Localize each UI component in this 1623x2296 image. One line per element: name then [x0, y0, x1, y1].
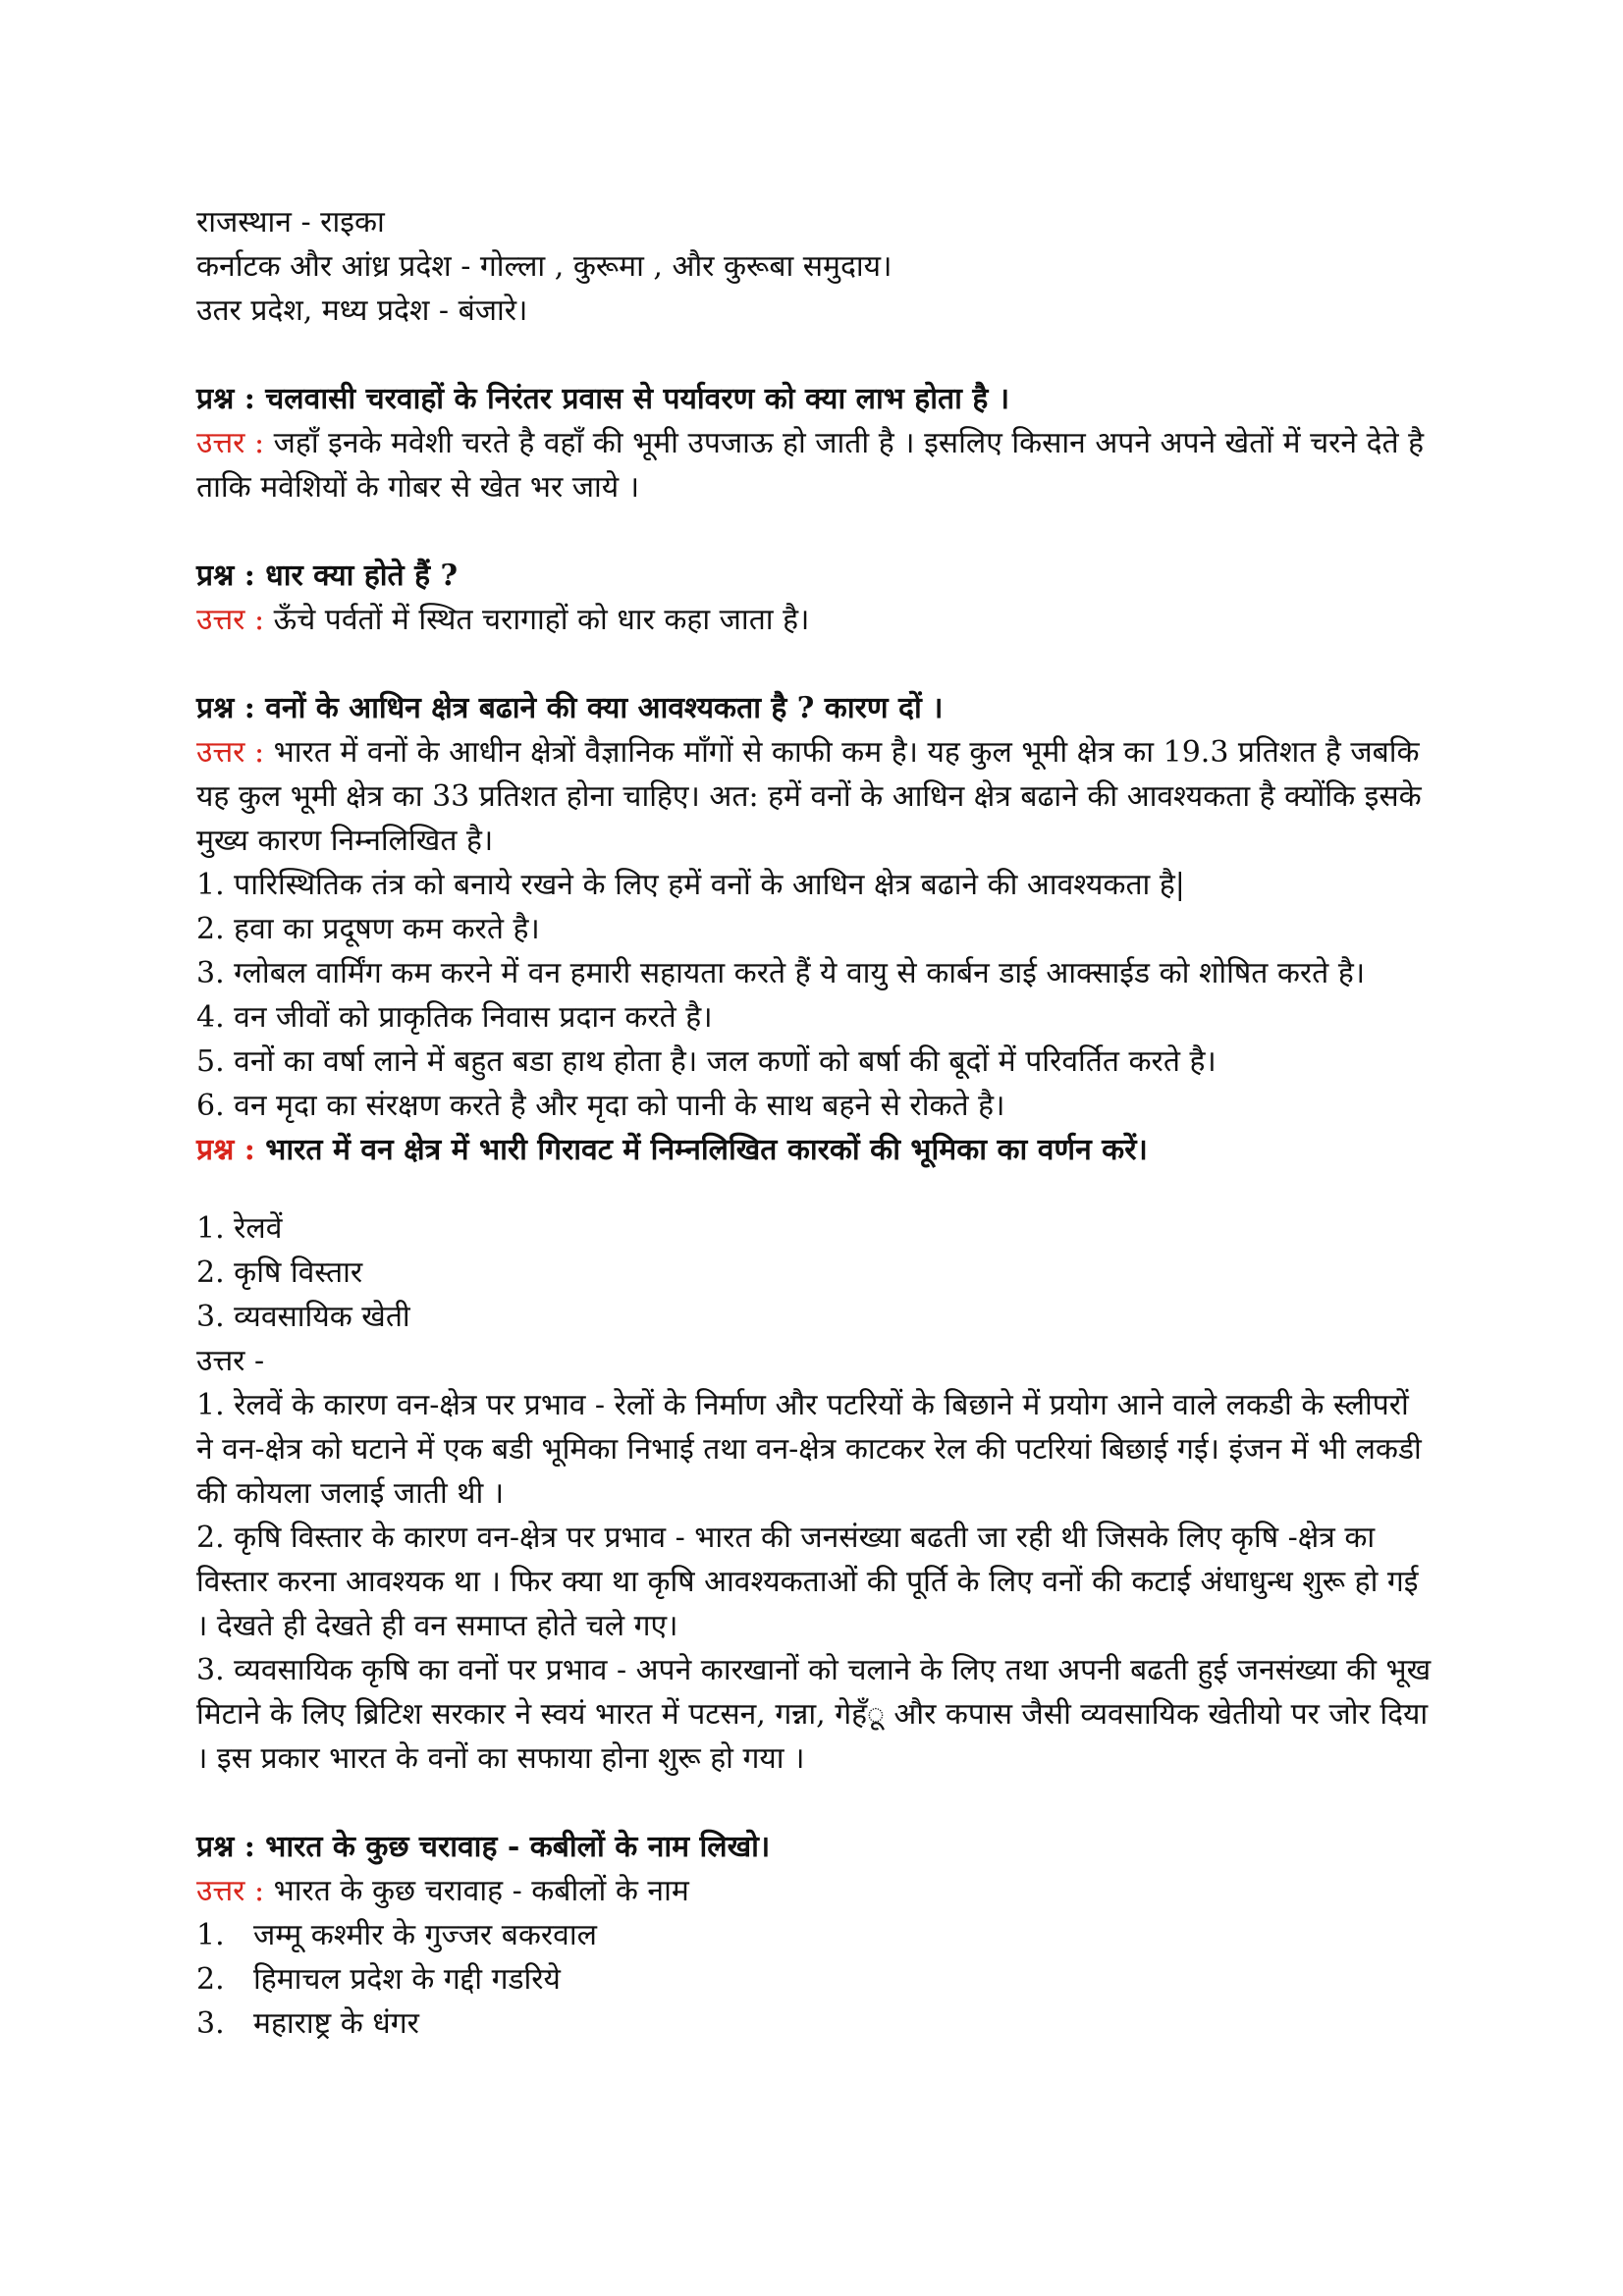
- reason-item: 3. ग्लोबल वार्मिंग कम करने में वन हमारी सहायता करते हैं ये वायु से कार्बन डाई आक्साईड को शोषित करते है।: [196, 956, 1366, 990]
- answer-paragraph: 1. रेलवें के कारण वन-क्षेत्र पर प्रभाव - रेलों के निर्माण और पटरियों के बिछाने में प्रयोग आने वाले लकडी के स्लीपरों ने वन-क्षेत्र को घटाने में एक बडी भूमिका निभाई तथा वन-क्षेत्र काटकर रेल की पटरियां बिछाई गई। इंजन में भी लकडी की कोयला जलाई जाती थी ।: [196, 1388, 1422, 1511]
- answer-label: उत्तर :: [196, 426, 265, 460]
- answer-paragraph: [196, 421, 1434, 509]
- question-heading: प्रश्न : चलवासी चरवाहों के निरंतर प्रवास से पर्यावरण को क्या लाभ होता है ।: [196, 382, 1010, 416]
- reason-item: 4. वन जीवों को प्राकृतिक निवास प्रदान करते है।: [196, 1000, 713, 1035]
- document-page: [196, 200, 1434, 2046]
- factor-item: 1. रेलवें: [196, 1211, 283, 1246]
- factor-item: 3. व्यवसायिक खेती: [196, 1300, 410, 1334]
- question-heading: प्रश्न : धार क्या होते हैं ?: [196, 559, 459, 593]
- list-number: 3.: [196, 2006, 225, 2041]
- reason-item: 6. वन मृदा का संरक्षण करते है और मृदा को पानी के साथ बहने से रोकते है।: [196, 1089, 1005, 1123]
- answer-paragraph: [196, 1869, 1434, 1913]
- answer-paragraph: 3. व्यवसायिक कृषि का वनों पर प्रभाव - अपने कारखानों को चलाने के लिए तथा अपनी बढती हुई जनसंख्या की भूख मिटाने के लिए ब्रिटिश सरकार ने स्वयं भारत में पटसन, गन्ना, गेहँू और कपास जैसी व्यवसायिक खेतीयो पर जोर दिया । इस प्रकार भारत के वनों का सफाया होना शुरू हो गया ।: [196, 1653, 1432, 1776]
- question-heading: प्रश्न : भारत के कुछ चरावाह - कबीलों के नाम लिखो।: [196, 1830, 771, 1864]
- list-text: महाराष्ट्र के धंगर: [253, 2006, 419, 2041]
- reason-item: 2. हवा का प्रदूषण कम करते है।: [196, 912, 540, 946]
- question-heading: प्रश्न : वनों के आधिन क्षेत्र बढाने की क्या आवश्यकता है ? कारण दों ।: [196, 691, 944, 725]
- question-label: प्रश्न :: [196, 1133, 255, 1167]
- answer-paragraph: [196, 598, 1434, 642]
- intro-line: उतर प्रदेश, मध्य प्रदेश - बंजारे।: [196, 294, 528, 328]
- list-number: 2.: [196, 1962, 225, 1997]
- list-item: [196, 2002, 1434, 2046]
- answer-label: उत्तर :: [196, 603, 265, 637]
- answer-label: उत्तर :: [196, 1874, 265, 1908]
- question-text: भारत में वन क्षेत्र में भारी गिरावट में निम्नलिखित कारकों की भूमिका का वर्णन करें।: [265, 1133, 1148, 1167]
- question-heading: [196, 1128, 1434, 1172]
- list-text: हिमाचल प्रदेश के गद्दी गडरिये: [253, 1962, 561, 1997]
- list-number: 1.: [196, 1918, 225, 1952]
- answer-text: जहाँ इनके मवेशी चरते है वहाँ की भूमी उपजाऊ हो जाती है । इसलिए किसान अपने अपने खेतों में चरने देते है ताकि मवेशियों के गोबर से खेत भर जाये ।: [196, 426, 1425, 505]
- answer-paragraph: [196, 730, 1434, 863]
- reason-item: 5. वनों का वर्षा लाने में बहुत बडा हाथ होता है। जल कणों को बर्षा की बूदों में परिवर्तित करते है।: [196, 1044, 1217, 1079]
- answer-label: उत्तर :: [196, 735, 265, 770]
- reason-item: 1. पारिस्थितिक तंत्र को बनाये रखने के लिए हमें वनों के आधिन क्षेत्र बढाने की आवश्यकता है|: [196, 868, 1185, 902]
- list-text: जम्मू कश्मीर के गुज्जर बकरवाल: [253, 1918, 597, 1952]
- tribe-list: [196, 1913, 1434, 2046]
- answer-label: उत्तर -: [196, 1344, 265, 1378]
- factor-item: 2. कृषि विस्तार: [196, 1255, 363, 1290]
- intro-line: राजस्थान - राइका: [196, 205, 385, 240]
- answer-paragraph: 2. कृषि विस्तार के कारण वन-क्षेत्र पर प्रभाव - भारत की जनसंख्या बढती जा रही थी जिसके लिए कृषि -क्षेत्र का विस्तार करना आवश्यक था । फिर क्या था कृषि आवश्यकताओं की पूर्ति के लिए वनों की कटाई अंधाधुन्ध शुरू हो गई । देखते ही देखते ही वन समाप्त होते चले गए।: [196, 1521, 1419, 1643]
- list-item: [196, 1957, 1434, 2002]
- answer-text: भारत के कुछ चरावाह - कबीलों के नाम: [273, 1874, 689, 1908]
- answer-text: ऊँचे पर्वतों में स्थित चरागाहों को धार कहा जाता है।: [273, 603, 810, 637]
- answer-text: भारत में वनों के आधीन क्षेत्रों वैज्ञानिक माँगों से काफी कम है। यह कुल भूमी क्षेत्र का 19.3 प्रतिशत है जबकि यह कुल भूमी क्षेत्र का 33 प्रतिशत होना चाहिए। अत: हमें वनों के आधिन क्षेत्र बढाने की आवश्यकता है क्योंकि इसके मुख्य कारण निम्नलिखित है।: [196, 735, 1422, 858]
- list-item: [196, 1913, 1434, 1957]
- intro-line: कर्नाटक और आंध्र प्रदेश - गोल्ला , कुरूमा , और कुरूबा समुदाय।: [196, 249, 893, 284]
